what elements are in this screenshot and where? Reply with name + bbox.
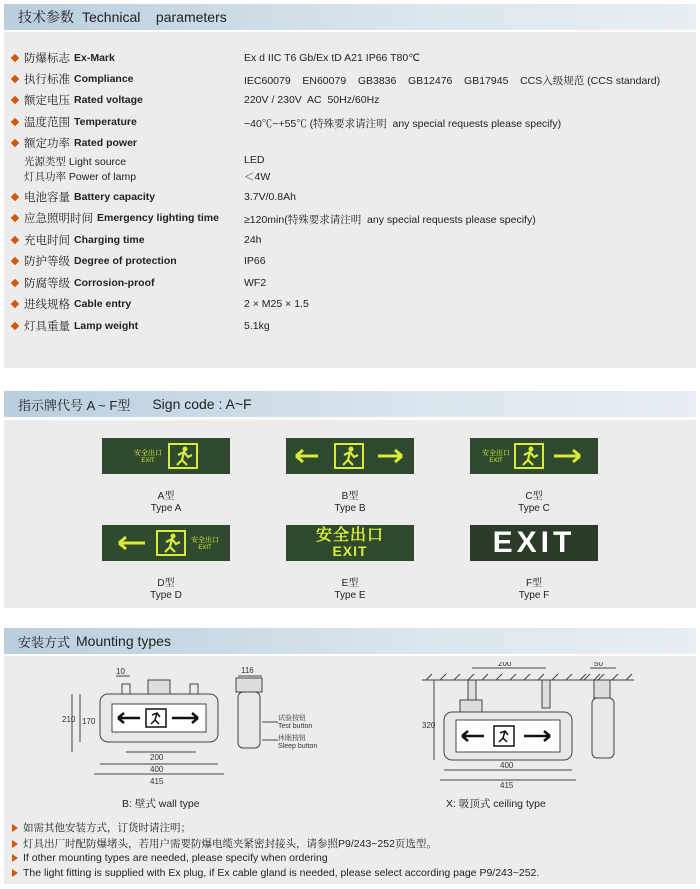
sign-exit-cn: 安全出口 (315, 527, 384, 544)
param-row (12, 294, 131, 314)
dim-10: 10 (116, 667, 125, 676)
sign-caption: A型 Type A (150, 491, 182, 514)
dim-116: 116 (241, 666, 254, 675)
bullet-icon (11, 322, 19, 330)
param-value: ≥120min(特殊要求请注明 any special requests please specify) (244, 214, 536, 226)
sign-exit-en: EXIT (332, 543, 368, 559)
param-row (12, 251, 177, 271)
dim-320: 320 (422, 721, 436, 730)
dim-400-ceiling: 400 (500, 761, 514, 770)
sign-type-e (286, 525, 414, 561)
param-value: 2 × M25 × 1.5 (244, 298, 309, 310)
dim-210: 210 (62, 715, 76, 724)
param-row (12, 316, 138, 336)
bullet-icon (11, 300, 19, 308)
note: The light fitting is supplied with Ex plug, if Ex cable gland is needed, please select according page P9/243~252. (12, 867, 539, 879)
param-cn: 灯具重量 (24, 321, 70, 333)
param-en: Emergency lighting time (97, 212, 219, 224)
sign-exit-en: EXIT (198, 545, 212, 551)
param-row (12, 208, 219, 228)
param-row (12, 90, 143, 110)
running-man-right-arrow-icon (514, 443, 586, 469)
param-cn: 电池容量 (24, 192, 70, 204)
test-button-en: Test button (278, 723, 313, 730)
sub-param-label: 灯具功率 Power of lamp (24, 171, 137, 183)
left-arrow-running-man-icon (113, 530, 187, 556)
param-value: 3.7V/0.8Ah (244, 191, 296, 203)
tech-header-en: Technical parameters (82, 9, 227, 25)
bullet-icon (11, 139, 19, 147)
param-cn: 防爆标志 (24, 53, 70, 65)
param-row (12, 230, 145, 250)
dim-400: 400 (150, 765, 164, 774)
param-cn: 额定电压 (24, 95, 70, 107)
test-button-cn: 试验按钮 (278, 715, 306, 722)
param-value: WF2 (244, 277, 267, 289)
sign-type-c (470, 438, 598, 474)
dim-415: 415 (150, 777, 164, 786)
param-en: Charging time (74, 234, 145, 246)
sign-exit-en: EXIT (489, 458, 503, 464)
sign-exit-en: EXIT (141, 458, 155, 464)
bullet-arrow-icon (12, 854, 18, 862)
mount-header (4, 628, 696, 654)
wall-type-caption: B: 壁式 wall type (122, 798, 200, 810)
sign-type-b (286, 438, 414, 474)
param-value: IEC60079 EN60079 GB3836 GB12476 GB17945 CCS入级规范 (CCS standard) (244, 75, 661, 87)
param-en: Battery capacity (74, 191, 156, 203)
param-row (12, 273, 155, 293)
tech-header (4, 4, 696, 30)
sign-caption: E型 Type E (334, 578, 366, 601)
param-cn: 执行标准 (24, 74, 70, 86)
bullet-icon (11, 193, 19, 201)
param-en: Rated power (74, 137, 138, 149)
sign-exit-cn: 安全出口 (134, 450, 162, 457)
bullet-icon (11, 214, 19, 222)
param-en: Compliance (74, 73, 134, 85)
running-man-icon (168, 443, 198, 469)
mount-header-cn: 安装方式 (18, 634, 71, 650)
dim-200-ceiling: 200 (498, 662, 512, 668)
bullet-arrow-icon (12, 824, 18, 832)
note: 灯具出厂时配防爆堵头，若用户需要防爆电缆夹紧密封接头，请参照P9/243~252页选型。 (12, 836, 437, 851)
sign-exit-cn: 安全出口 (482, 450, 510, 457)
sign-type-a (102, 438, 230, 474)
param-en: Lamp weight (74, 320, 139, 332)
wall-side-view-drawing (232, 664, 342, 764)
bullet-arrow-icon (12, 840, 18, 848)
tech-header-cn: 技术参数 (18, 9, 74, 25)
param-row (12, 133, 137, 153)
param-cn: 充电时间 (24, 235, 70, 247)
bullet-icon (11, 236, 19, 244)
param-value: 5.1kg (244, 320, 270, 332)
param-value: −40℃~+55℃ (特殊要求请注明 any special requests please specify) (244, 118, 562, 130)
param-en: Corrosion-proof (74, 277, 155, 289)
bullet-icon (11, 279, 19, 287)
dim-200: 200 (150, 753, 164, 762)
param-en: Rated voltage (74, 94, 143, 106)
param-cn: 额定功率 (24, 138, 70, 150)
bullet-icon (11, 96, 19, 104)
ceiling-side-view-drawing (578, 662, 638, 772)
param-value: Ex d IIC T6 Gb/Ex tD A21 IP66 T80℃ (244, 52, 420, 64)
dim-50: 50 (594, 662, 603, 668)
param-en: Cable entry (74, 298, 132, 310)
param-row (12, 112, 137, 132)
param-row (12, 187, 155, 207)
param-en: Ex-Mark (74, 52, 115, 64)
mount-header-en: Mounting types (76, 633, 171, 649)
sign-exit-cn: 安全出口 (191, 537, 219, 544)
bullet-icon (11, 54, 19, 62)
sleep-button-en: Sleep button (278, 743, 318, 750)
ceiling-type-caption: X: 吸顶式 ceiling type (446, 798, 546, 810)
param-cn: 温度范围 (24, 117, 70, 129)
note: 如需其他安装方式，订货时请注明； (12, 820, 191, 835)
param-row (12, 69, 134, 89)
param-en: Temperature (74, 116, 137, 128)
sign-header-cn: 指示牌代号 A ~ F型 (18, 397, 131, 413)
bullet-icon (11, 118, 19, 126)
dim-170: 170 (82, 717, 96, 726)
param-en: Degree of protection (74, 255, 177, 267)
arrows-running-man-icon (290, 443, 410, 469)
note: If other mounting types are needed, please specify when ordering (12, 852, 328, 864)
bullet-arrow-icon (12, 869, 18, 877)
sign-exit-en: EXIT (492, 526, 576, 559)
param-cn: 进线规格 (24, 299, 70, 311)
param-row (12, 48, 115, 68)
param-cn: 应急照明时间 (24, 213, 93, 225)
dim-415-ceiling: 415 (500, 781, 514, 790)
sign-type-d (102, 525, 230, 561)
sign-type-f (470, 525, 598, 561)
param-value: IP66 (244, 255, 266, 267)
sub-param-value: ＜4W (244, 171, 271, 183)
sign-caption: B型 Type B (334, 491, 366, 514)
param-value: 24h (244, 234, 262, 246)
param-value: 220V / 230V AC 50Hz/60Hz (244, 94, 380, 106)
sub-param-label: 光源类型 Light source (24, 156, 127, 168)
bullet-icon (11, 257, 19, 265)
bullet-icon (11, 75, 19, 83)
sub-param-value: LED (244, 154, 265, 166)
param-cn: 防护等级 (24, 256, 70, 268)
sign-caption: F型 Type F (518, 578, 550, 601)
sign-header-en: Sign code : A~F (152, 396, 252, 412)
sign-caption: D型 Type D (150, 578, 182, 601)
param-cn: 防腐等级 (24, 278, 70, 290)
sign-header (4, 391, 696, 417)
sleep-button-cn: 休眠按钮 (278, 735, 306, 742)
sign-caption: C型 Type C (518, 491, 550, 514)
